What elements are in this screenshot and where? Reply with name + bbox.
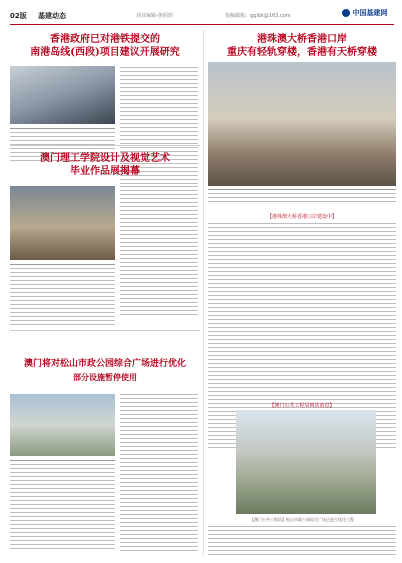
train-photo	[10, 66, 115, 124]
image-note: 【港珠澳大桥香港口岸建设中】	[266, 214, 337, 220]
exhibition-photo	[10, 186, 115, 260]
body-text	[208, 526, 396, 558]
subheadline: 部分设施暂停使用	[73, 372, 137, 382]
section-rule	[10, 330, 200, 331]
headline: 澳门将对松山市政公园综合广场进行优化	[23, 359, 186, 369]
article-title	[208, 33, 396, 59]
building-photo	[208, 62, 396, 186]
subheadline: 毕业作品展揭幕	[70, 166, 140, 177]
page-number: 02版	[10, 12, 27, 20]
headline: 香港政府已对港铁提交的	[50, 34, 160, 45]
brand-logo	[342, 8, 387, 18]
park-photo	[236, 410, 376, 514]
divider	[203, 30, 204, 555]
headline: 港珠澳大桥香港口岸	[257, 34, 347, 45]
article-title	[10, 358, 200, 384]
contact-email: 投稿邮箱：ggibk@163.com	[225, 13, 291, 19]
photo-caption	[10, 264, 115, 328]
image-note: 【澳门公共工程局网站消息】	[269, 403, 335, 409]
body-text	[120, 394, 198, 554]
editor-line: 项目编辑-黄炳玥	[136, 13, 173, 19]
subheadline: 重庆有轻轨穿楼，香港有天桥穿楼	[227, 47, 377, 58]
section-name: 基建动态	[38, 12, 66, 20]
subheadline: 南港岛线(西段)项目建议开展研究	[30, 47, 180, 58]
body-text	[120, 186, 198, 318]
caption-text: 【澳门公共工程局】松山市政公园综合广场正进行优化工程	[250, 517, 354, 522]
brand-name: 中国基建网	[352, 9, 388, 17]
photo-caption	[10, 460, 115, 552]
plaza-photo	[10, 394, 115, 456]
headline: 澳门理工学院设计及视觉艺术	[40, 153, 170, 164]
section-rule	[10, 145, 200, 146]
page-header	[10, 8, 394, 25]
article-title	[10, 152, 200, 178]
logo-icon	[342, 9, 350, 17]
article-title	[10, 33, 200, 59]
